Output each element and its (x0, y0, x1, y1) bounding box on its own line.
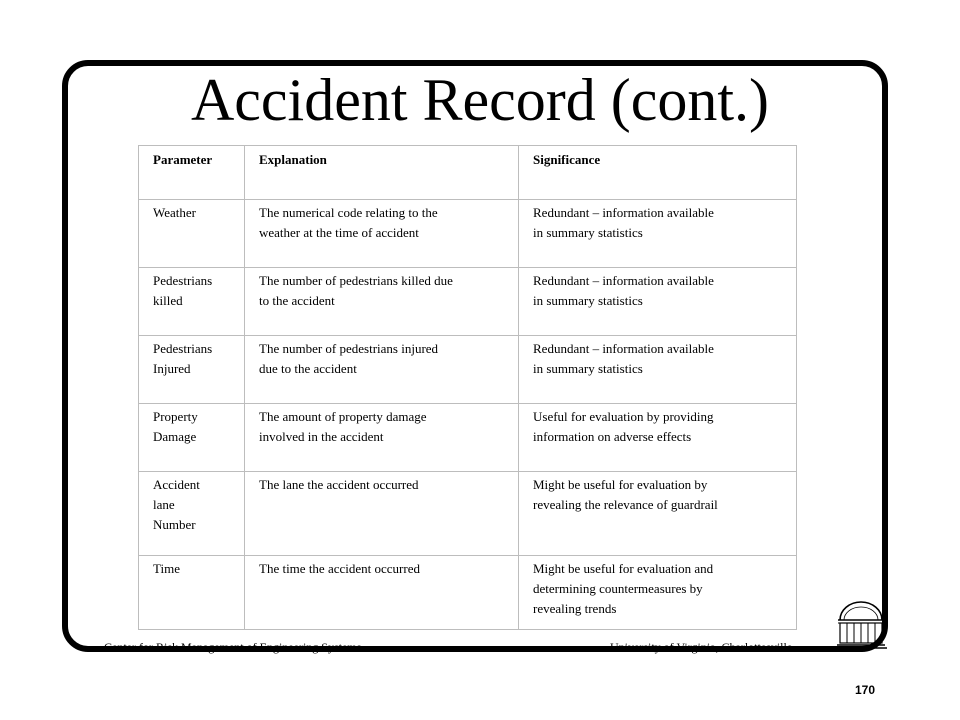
cell-line: The lane the accident occurred (259, 477, 419, 492)
cell-line: Property (153, 409, 198, 424)
cell-line: Number (153, 517, 196, 532)
cell-line: Might be useful for evaluation and (533, 561, 714, 576)
cell-line: Redundant – information available (533, 273, 714, 288)
cell-line: Weather (153, 205, 196, 220)
page-number: 170 (855, 683, 876, 697)
cell-line: The number of pedestrians killed due (259, 273, 453, 288)
cell-line: killed (153, 293, 183, 308)
cell-line: in summary statistics (533, 293, 643, 308)
cell-parameter (139, 472, 245, 556)
cell-line: Useful for evaluation by providing (533, 409, 714, 424)
cell-significance (519, 404, 797, 472)
cell-significance (519, 556, 797, 630)
cell-parameter (139, 556, 245, 630)
cell-line: Injured (153, 361, 191, 376)
cell-parameter (139, 268, 245, 336)
cell-line: weather at the time of accident (259, 225, 419, 240)
header-explanation: Explanation (245, 146, 519, 200)
cell-line: Damage (153, 429, 197, 444)
table-row (139, 200, 797, 268)
cell-line: Pedestrians (153, 273, 213, 288)
cell-explanation (245, 556, 519, 630)
cell-line: The time the accident occurred (259, 561, 420, 576)
cell-line: due to the accident (259, 361, 357, 376)
table-row (139, 404, 797, 472)
cell-line: Accident (153, 477, 200, 492)
table-row (139, 268, 797, 336)
cell-significance (519, 472, 797, 556)
cell-line: involved in the accident (259, 429, 384, 444)
footer-right-text: University of Virginia, Charlottesville (610, 640, 793, 654)
cell-line: information on adverse effects (533, 429, 692, 444)
cell-line: Might be useful for evaluation by (533, 477, 708, 492)
cell-line: in summary statistics (533, 361, 643, 376)
cell-significance (519, 200, 797, 268)
cell-line: determining countermeasures by (533, 581, 703, 596)
table-row (139, 556, 797, 630)
table-row (139, 472, 797, 556)
header-significance: Significance (519, 146, 797, 200)
cell-parameter (139, 336, 245, 404)
university-rotunda-icon (834, 598, 888, 650)
cell-line: Pedestrians (153, 341, 213, 356)
cell-line: Redundant – information available (533, 341, 714, 356)
cell-line: The numerical code relating to the (259, 205, 438, 220)
cell-significance (519, 268, 797, 336)
cell-line: lane (153, 497, 175, 512)
table-header-row (139, 146, 797, 200)
cell-line: Time (153, 561, 180, 576)
cell-line: in summary statistics (533, 225, 643, 240)
cell-explanation (245, 472, 519, 556)
cell-line: The amount of property damage (259, 409, 427, 424)
cell-line: revealing the relevance of guardrail (533, 497, 718, 512)
cell-line: Redundant – information available (533, 205, 714, 220)
cell-line: revealing trends (533, 601, 617, 616)
cell-explanation (245, 268, 519, 336)
header-parameter: Parameter (139, 146, 245, 200)
slide-title: Accident Record (cont.) (190, 67, 770, 133)
cell-line: The number of pedestrians injured (259, 341, 439, 356)
footer-left-text: Center for Risk Management of Engineering Systems (104, 640, 362, 654)
cell-line: to the accident (259, 293, 335, 308)
cell-significance (519, 336, 797, 404)
cell-parameter (139, 200, 245, 268)
cell-parameter (139, 404, 245, 472)
cell-explanation (245, 336, 519, 404)
table-row (139, 336, 797, 404)
accident-record-table (138, 145, 797, 630)
cell-explanation (245, 200, 519, 268)
cell-explanation (245, 404, 519, 472)
